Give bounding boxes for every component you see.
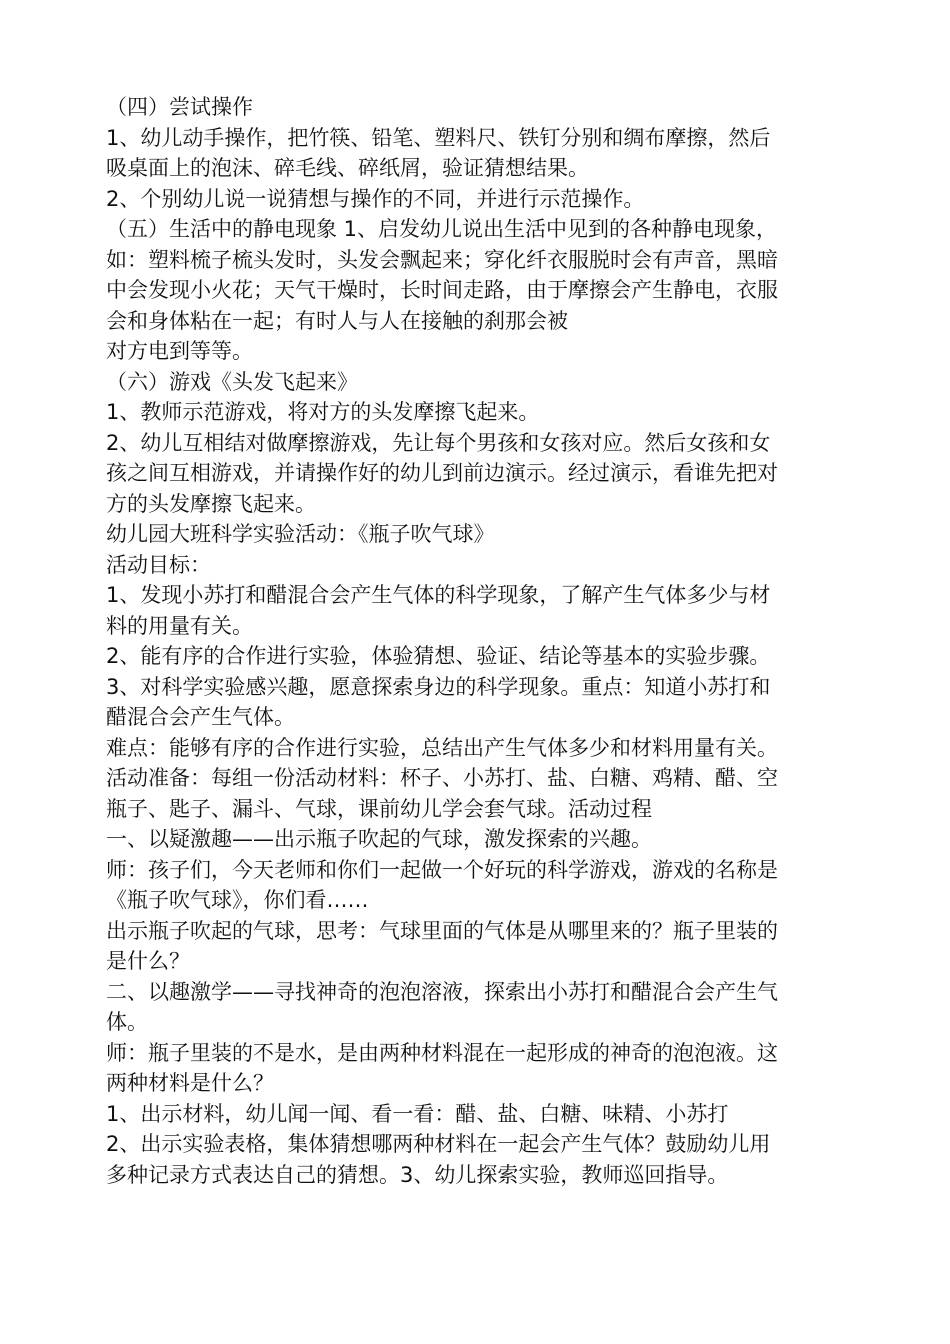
text-line: 1、出示材料，幼儿闻一闻、看一看：醋、盐、白糖、味精、小苏打 (106, 1101, 729, 1126)
text-line: 2、能有序的合作进行实验，体验猜想、验证、结论等基本的实验步骤。 (106, 644, 771, 668)
text-line: 吸桌面上的泡沫、碎毛线、碎纸屑，验证猜想结果。 (106, 156, 589, 180)
text-line: 3、对科学实验感兴趣，愿意探索身边的科学现象。重点：知道小苏打和 (106, 674, 771, 699)
text-line: 体。 (106, 1010, 148, 1034)
text-line: 二、以趣激学——寻找神奇的泡泡溶液，探索出小苏打和醋混合会产生气 (106, 979, 778, 1004)
text-line: 2、出示实验表格，集体猜想哪两种材料在一起会产生气体？鼓励幼儿用 (106, 1132, 771, 1156)
text-line: 一、以疑激趣——出示瓶子吹起的气球，激发探索的兴趣。 (106, 827, 652, 851)
text-line: 师：瓶子里装的不是水，是由两种材料混在一起形成的神奇的泡泡液。这 (106, 1040, 778, 1065)
text-line: 《瓶子吹气球》，你们看…… (106, 888, 369, 912)
text-line: 1、幼儿动手操作，把竹筷、铅笔、塑料尺、铁钉分别和绸布摩擦，然后 (106, 125, 771, 150)
text-line: 瓶子、匙子、漏斗、气球，课前幼儿学会套气球。活动过程 (106, 796, 652, 821)
document-body (106, 92, 866, 1190)
text-line: 两种材料是什么？ (106, 1071, 274, 1095)
text-line: 方的头发摩擦飞起来。 (106, 491, 316, 516)
text-line: 料的用量有关。 (106, 613, 253, 638)
text-line: 活动准备：每组一份活动材料：杯子、小苏打、盐、白糖、鸡精、醋、空 (106, 766, 778, 790)
text-line: 2、幼儿互相结对做摩擦游戏，先让每个男孩和女孩对应。然后女孩和女 (106, 430, 771, 455)
text-line: 难点：能够有序的合作进行实验，总结出产生气体多少和材料用量有关。 (106, 735, 778, 760)
text-line: 多种记录方式表达自己的猜想。3、幼儿探索实验，教师巡回指导。 (106, 1162, 729, 1187)
text-line: 2、个别幼儿说一说猜想与操作的不同，并进行示范操作。 (106, 186, 645, 211)
text-line: 孩之间互相游戏，并请操作好的幼儿到前边演示。经过演示，看谁先把对 (106, 461, 778, 485)
text-line: 1、教师示范游戏，将对方的头发摩擦飞起来。 (106, 400, 540, 424)
text-line: 中会发现小火花；天气干燥时，长时间走路，由于摩擦会产生静电，衣服 (106, 278, 778, 302)
text-line: 师：孩子们，今天老师和你们一起做一个好玩的科学游戏，游戏的名称是 (106, 857, 778, 882)
text-line: 对方电到等等。 (106, 339, 253, 363)
text-line: 出示瓶子吹起的气球，思考：气球里面的气体是从哪里来的？瓶子里装的 (106, 918, 778, 943)
text-line: 活动目标： (106, 552, 211, 577)
text-line: 如：塑料梳子梳头发时，头发会飘起来；穿化纤衣服脱时会有声音，黑暗 (106, 247, 778, 272)
text-line: （五）生活中的静电现象 1、启发幼儿说出生活中见到的各种静电现象， (106, 217, 778, 241)
text-line: 会和身体粘在一起；有时人与人在接触的刹那会被 (106, 308, 568, 333)
text-line: （四）尝试操作 (106, 95, 253, 119)
text-line: 是什么？ (106, 949, 190, 973)
text-line: 醋混合会产生气体。 (106, 705, 295, 729)
text-line: 幼儿园大班科学实验活动：《瓶子吹气球》 (106, 522, 495, 546)
text-line: （六）游戏《头发飞起来》 (106, 369, 358, 394)
text-line: 1、发现小苏打和醋混合会产生气体的科学现象，了解产生气体多少与材 (106, 583, 771, 607)
